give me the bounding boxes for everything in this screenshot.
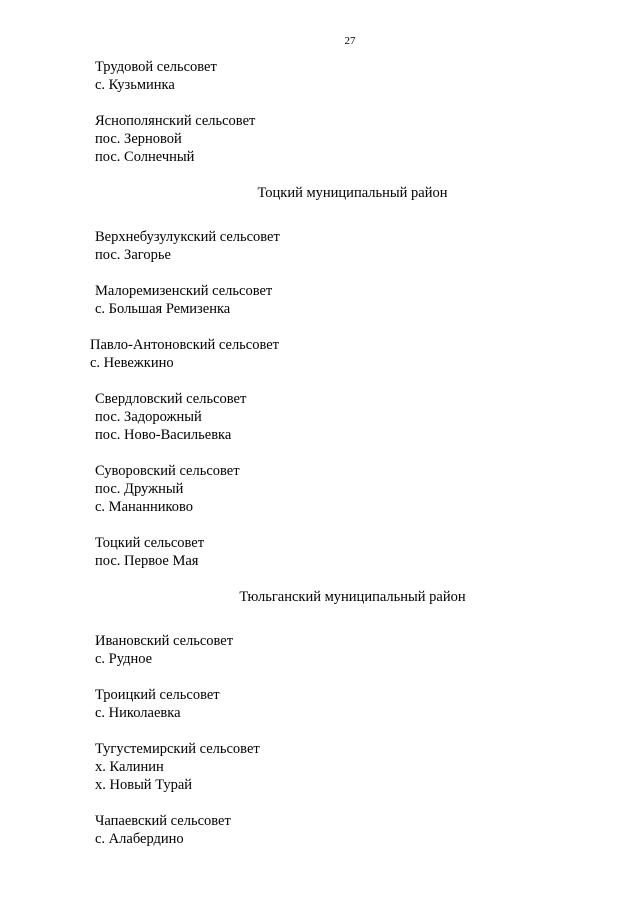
settlement: пос. Ново-Васильевка — [95, 427, 232, 443]
settlement: пос. Зерновой — [95, 131, 182, 147]
council-name: Суворовский сельсовет — [95, 463, 240, 479]
council-name: Малоремизенский сельсовет — [95, 283, 273, 299]
settlement: пос. Задорожный — [95, 409, 202, 425]
council-block — [95, 812, 640, 848]
council-block — [95, 686, 640, 722]
settlement: пос. Первое Мая — [95, 553, 199, 569]
settlement: с. Невежкино — [90, 355, 174, 371]
council-name: Ивановский сельсовет — [95, 633, 234, 649]
council-block — [95, 228, 640, 264]
council-name: Свердловский сельсовет — [95, 391, 247, 407]
settlement: пос. Солнечный — [95, 149, 195, 165]
council-name: Павло-Антоновский сельсовет — [90, 337, 280, 353]
council-block — [95, 112, 640, 166]
council-name: Яснополянский сельсовет — [95, 113, 256, 129]
council-name: Чапаевский сельсовет — [95, 813, 231, 829]
council-name: Тугустемирский сельсовет — [95, 741, 260, 757]
page-number: 27 — [344, 35, 356, 47]
settlement: х. Новый Турай — [95, 777, 193, 793]
settlement: с. Кузьминка — [95, 77, 175, 93]
council-block — [90, 336, 640, 372]
council-block — [95, 534, 640, 570]
settlement: х. Калинин — [95, 759, 164, 775]
document-body — [0, 58, 640, 866]
council-block — [95, 632, 640, 668]
council-name: Трудовой сельсовет — [95, 59, 217, 75]
council-block — [95, 462, 640, 516]
settlement: пос. Загорье — [95, 247, 171, 263]
council-block — [95, 58, 640, 94]
council-block — [95, 282, 640, 318]
council-name: Тоцкий сельсовет — [95, 535, 205, 551]
council-name: Верхнебузулукский сельсовет — [95, 229, 280, 245]
council-block — [95, 390, 640, 444]
council-name: Троицкий сельсовет — [95, 687, 220, 703]
settlement: с. Большая Ремизенка — [95, 301, 231, 317]
settlement: пос. Дружный — [95, 481, 184, 497]
district-heading: Тюльганский муниципальный район — [239, 589, 466, 605]
settlement: с. Рудное — [95, 651, 153, 667]
settlement: с. Николаевка — [95, 705, 181, 721]
settlement: с. Алабердино — [95, 831, 184, 847]
settlement: с. Мананниково — [95, 499, 194, 515]
council-block — [95, 740, 640, 794]
district-heading: Тоцкий муниципальный район — [257, 185, 448, 201]
